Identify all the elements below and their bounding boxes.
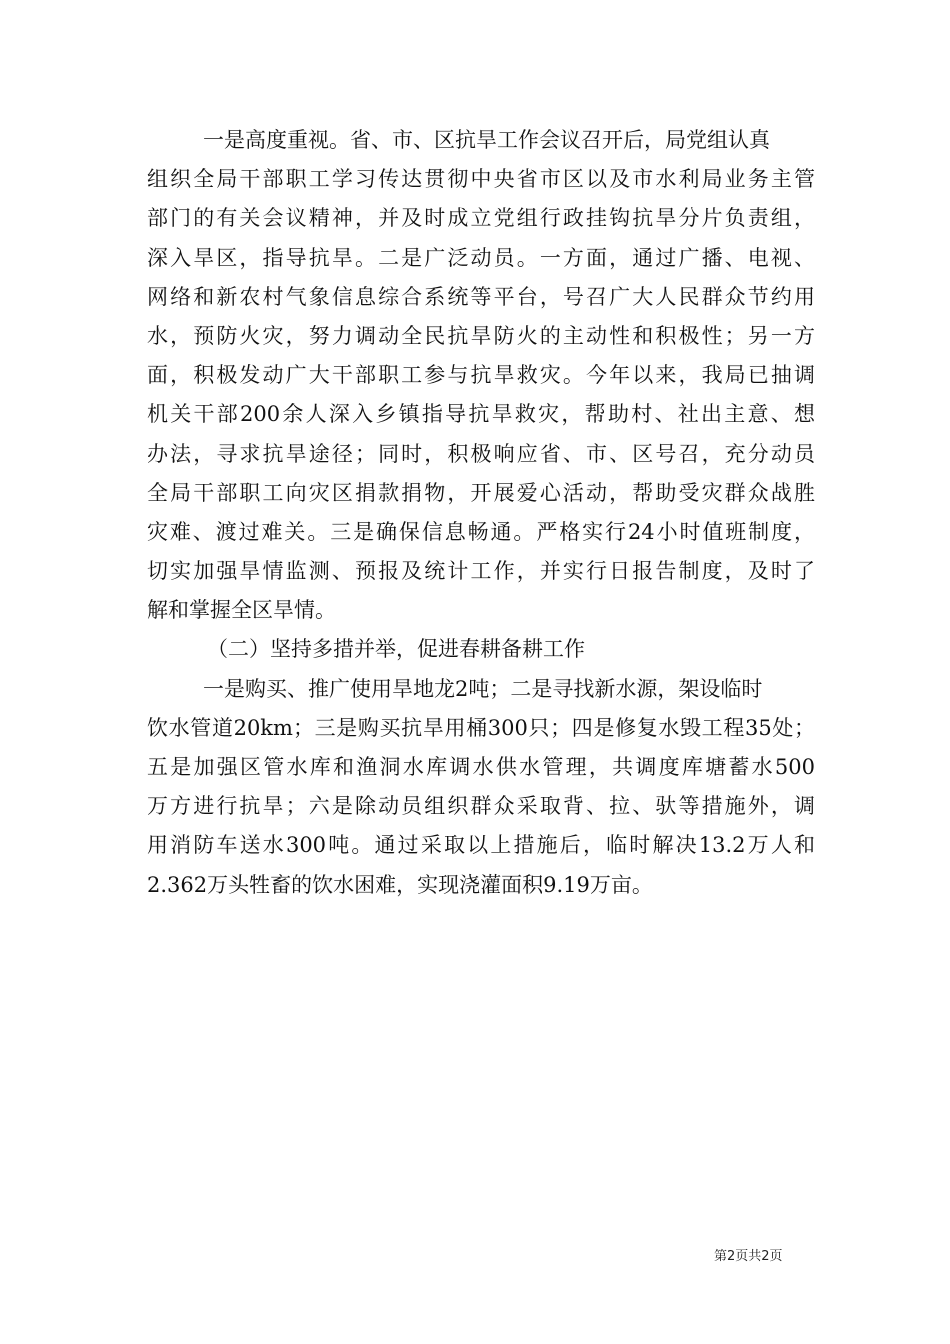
paragraph-line-6: 水，预防火灾，努力调动全民抗旱防火的主动性和积极性；另一方 <box>147 323 815 348</box>
paragraph-line-15: 饮水管道20km；三是购买抗旱用桶300只；四是修复水毁工程35处； <box>147 715 815 740</box>
paragraph-line-1: 一是高度重视。省、市、区抗旱工作会议召开后，局党组认真 <box>203 128 770 152</box>
paragraph-line-17: 万方进行抗旱；六是除动员组织群众采取背、拉、驮等措施外，调 <box>147 794 815 819</box>
paragraph-line-2: 组织全局干部职工学习传达贯彻中央省市区以及市水利局业务主管 <box>147 167 815 192</box>
paragraph-line-9: 办法，寻求抗旱途径；同时，积极响应省、市、区号召，充分动员 <box>147 441 815 466</box>
page-number-footer: 第2页共2页 <box>714 1249 783 1264</box>
paragraph-line-16: 五是加强区管水库和渔洞水库调水供水管理，共调度库塘蓄水500 <box>147 755 815 779</box>
paragraph-line-10: 全局干部职工向灾区捐款捐物，开展爱心活动，帮助受灾群众战胜 <box>147 480 815 505</box>
paragraph-line-18: 用消防车送水300吨。通过采取以上措施后，临时解决13.2万人和 <box>147 833 815 858</box>
document-body <box>147 121 815 905</box>
paragraph-line-8: 机关干部200余人深入乡镇指导抗旱救灾，帮助村、社出主意、想 <box>147 402 815 427</box>
paragraph-line-7: 面，积极发动广大干部职工参与抗旱救灾。今年以来，我局已抽调 <box>147 363 815 388</box>
paragraph-line-13: 解和掌握全区旱情。 <box>147 598 336 623</box>
paragraph-line-5: 网络和新农村气象信息综合系统等平台，号召广大人民群众节约用 <box>147 284 815 309</box>
paragraph-line-14: 一是购买、推广使用旱地龙2吨；二是寻找新水源，架设临时 <box>203 676 763 701</box>
paragraph-line-11: 灾难、渡过难关。三是确保信息畅通。严格实行24小时值班制度， <box>147 519 815 544</box>
paragraph-line-4: 深入旱区，指导抗旱。二是广泛动员。一方面，通过广播、电视、 <box>147 245 815 270</box>
paragraph-line-19: 2.362万头牲畜的饮水困难，实现浇灌面积9.19万亩。 <box>147 872 653 897</box>
section-heading: （二）坚持多措并举，促进春耕备耕工作 <box>207 637 585 662</box>
paragraph-line-3: 部门的有关会议精神，并及时成立党组行政挂钩抗旱分片负责组， <box>147 206 815 231</box>
paragraph-line-12: 切实加强旱情监测、预报及统计工作，并实行日报告制度，及时了 <box>147 559 815 584</box>
